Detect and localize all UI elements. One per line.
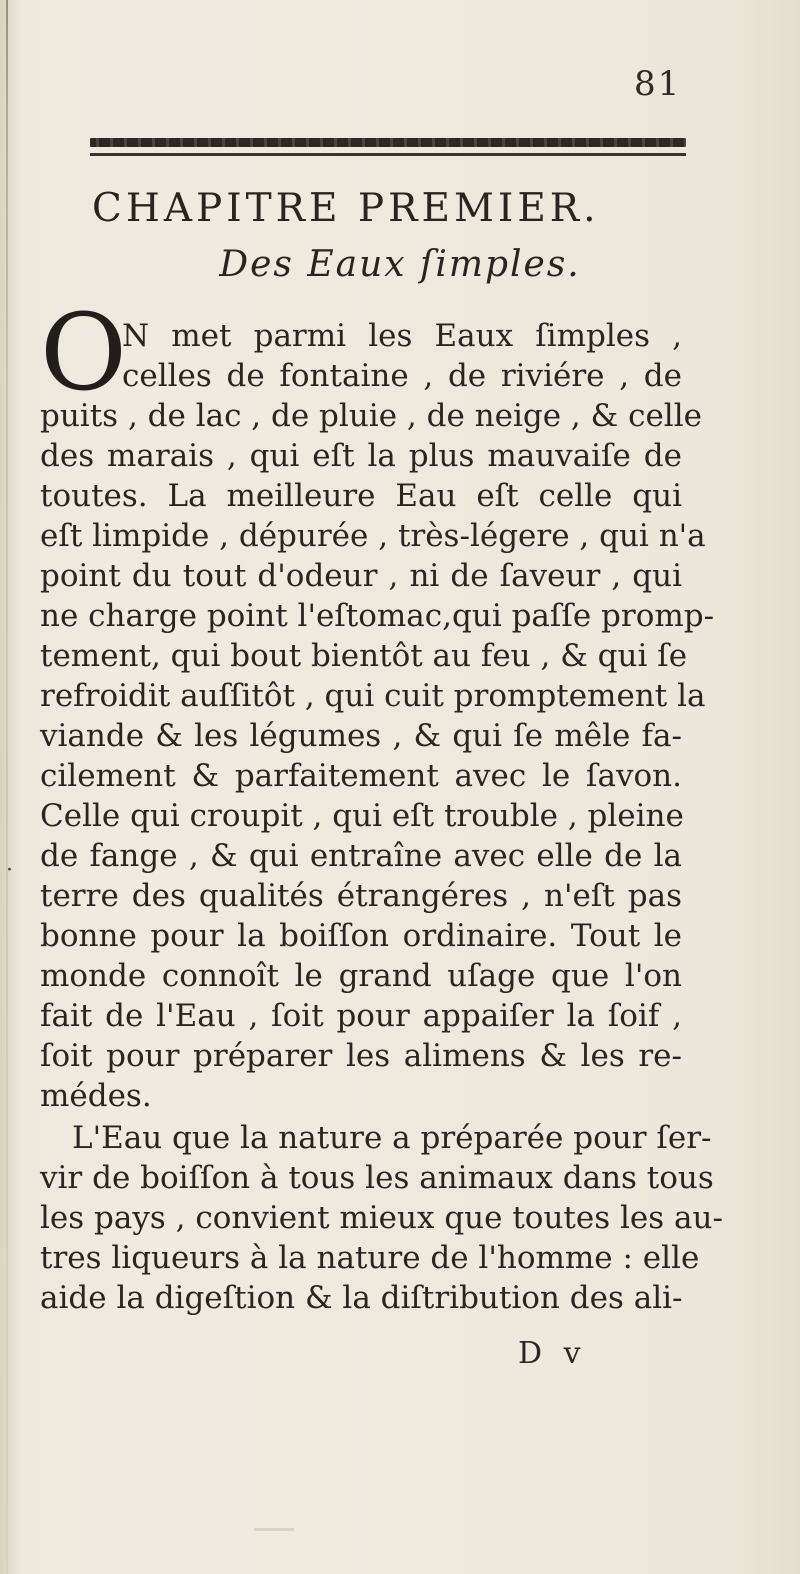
- page-edge-shadow: [6, 0, 8, 1574]
- text-line: tres liqueurs à la nature de l'homme : elle: [40, 1240, 700, 1276]
- text-line: celles de fontaine , de riviére , de: [122, 358, 682, 394]
- text-line: eſt limpide , dépurée , très-légere , qui n'a: [40, 518, 706, 554]
- text-line: de fange , & qui entraîne avec elle de la: [40, 838, 682, 874]
- text-line: point du tout d'odeur , ni de ſaveur , qui: [40, 558, 682, 594]
- thin-rule: [90, 153, 686, 156]
- paper-mark: [254, 1528, 294, 1531]
- section-subtitle: Des Eaux ſimples.: [219, 244, 581, 285]
- text-line: refroidit auſſitôt , qui cuit promptement la: [40, 678, 706, 714]
- text-line: tement, qui bout bientôt au feu , & qui ſe: [40, 638, 688, 674]
- text-line: terre des qualités étrangéres , n'eſt pas: [40, 878, 682, 914]
- text-line: Celle qui croupit , qui eſt trouble , pleine: [40, 798, 684, 834]
- text-line: toutes. La meilleure Eau eſt celle qui: [40, 478, 682, 514]
- margin-dot: ·: [6, 858, 13, 883]
- text-line: L'Eau que la nature a préparée pour ſer-: [72, 1120, 712, 1156]
- text-line: des marais , qui eſt la plus mauvaiſe de: [40, 438, 682, 474]
- text-line: les pays , convient mieux que toutes les au-: [40, 1200, 723, 1236]
- text-line: ſoit pour préparer les alimens & les re-: [40, 1038, 682, 1074]
- text-line: médes.: [40, 1078, 152, 1114]
- text-line: aide la digeſtion & la diſtribution des ali-: [40, 1280, 683, 1316]
- text-line: vir de boiſſon à tous les animaux dans tous: [40, 1160, 714, 1196]
- signature-mark: D v: [518, 1336, 587, 1371]
- text-line: cilement & parfaitement avec le ſavon.: [40, 758, 682, 794]
- text-line: fait de l'Eau , ſoit pour appaiſer la ſoif ,: [40, 998, 682, 1034]
- text-line: monde connoît le grand uſage que l'on: [40, 958, 682, 994]
- page-number: 81: [634, 64, 682, 104]
- chapter-title: CHAPITRE PREMIER.: [92, 186, 600, 231]
- text-line: puits , de lac , de pluie , de neige , & celle: [40, 398, 702, 434]
- text-line: bonne pour la boiſſon ordinaire. Tout le: [40, 918, 682, 954]
- text-line: viande & les légumes , & qui ſe mêle fa-: [40, 718, 682, 754]
- text-line: N met parmi les Eaux ſimples ,: [122, 318, 682, 354]
- text-line: ne charge point l'eſtomac,qui paſſe promp-: [40, 598, 715, 634]
- drop-cap: O: [40, 291, 127, 414]
- ornamental-rule: [90, 138, 686, 147]
